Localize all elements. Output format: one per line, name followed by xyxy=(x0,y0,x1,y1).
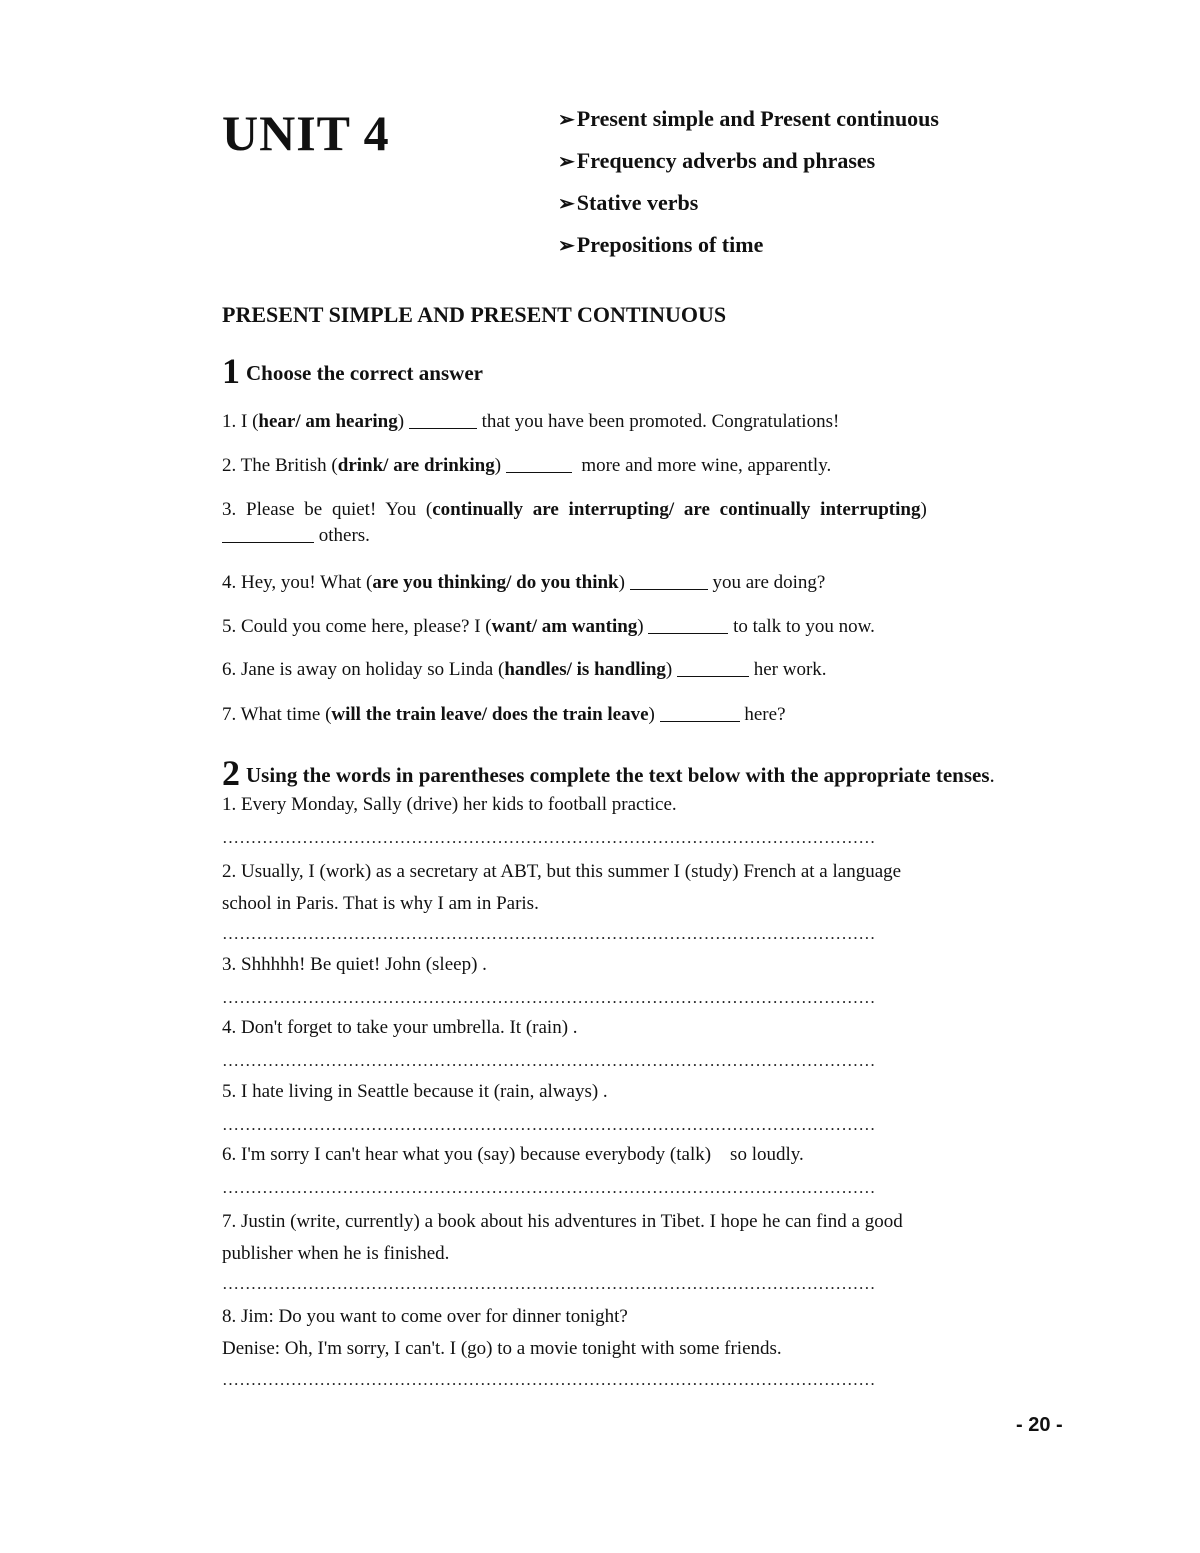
answer-blank[interactable] xyxy=(630,571,708,590)
exercise-1-question: 2. The British (drink/ are drinking) more and more wine, apparently. xyxy=(222,455,832,476)
exercise-instruction: Using the words in parentheses complete the text below with the appropriate tenses xyxy=(246,763,990,787)
answer-blank[interactable] xyxy=(222,524,314,543)
exercise-2-heading: 2 Using the words in parentheses complete the text below with the appropriate tenses. xyxy=(222,753,995,793)
topic-item: ➢Prepositions of time xyxy=(558,232,764,257)
answer-dotted-line[interactable]: …………………………………………………………………………………………………… xyxy=(222,828,876,847)
answer-dotted-line[interactable]: …………………………………………………………………………………………………… xyxy=(222,1274,876,1293)
exercise-2-question: 4. Don't forget to take your umbrella. It (rain) . xyxy=(222,1017,578,1038)
exercise-1-question: 1. I (hear/ am hearing) that you have been promoted. Congratulations! xyxy=(222,411,840,432)
answer-blank[interactable] xyxy=(677,658,749,677)
exercise-1-question: 7. What time (will the train leave/ does the train leave) here? xyxy=(222,704,786,725)
arrow-bullet-icon: ➢ xyxy=(558,193,575,215)
answer-blank[interactable] xyxy=(506,454,572,473)
exercise-1-question: 4. Hey, you! What (are you thinking/ do you think) you are doing? xyxy=(222,572,826,593)
answer-dotted-line[interactable]: …………………………………………………………………………………………………… xyxy=(222,1370,876,1389)
answer-dotted-line[interactable]: …………………………………………………………………………………………………… xyxy=(222,924,876,943)
arrow-bullet-icon: ➢ xyxy=(558,235,575,257)
exercise-2-question: 3. Shhhhh! Be quiet! John (sleep) . xyxy=(222,954,487,975)
exercise-1-heading xyxy=(222,350,483,392)
topic-item: ➢Stative verbs xyxy=(558,190,699,215)
exercise-2-question: 5. I hate living in Seattle because it (rain, always) . xyxy=(222,1081,608,1102)
page-number: - 20 - xyxy=(1016,1414,1063,1436)
section-heading: PRESENT SIMPLE AND PRESENT CONTINUOUS xyxy=(222,302,727,327)
exercise-2-question: 2. Usually, I (work) as a secretary at ABT, but this summer I (study) French at a language school in Paris. That is why I am in Paris. xyxy=(222,861,902,914)
arrow-bullet-icon: ➢ xyxy=(558,109,575,131)
exercise-instruction: Choose the correct answer xyxy=(246,361,483,385)
exercise-2-question: 1. Every Monday, Sally (drive) her kids to football practice. xyxy=(222,794,677,815)
answer-dotted-line[interactable]: …………………………………………………………………………………………………… xyxy=(222,988,876,1007)
topic-item: ➢Frequency adverbs and phrases xyxy=(558,148,876,173)
exercise-2-question: 8. Jim: Do you want to come over for dinner tonight? Denise: Oh, I'm sorry, I can't. I (go) to a movie tonight with some friends. xyxy=(222,1306,782,1359)
answer-dotted-line[interactable]: …………………………………………………………………………………………………… xyxy=(222,1178,876,1197)
answer-blank[interactable] xyxy=(648,615,728,634)
exercise-1-question: 5. Could you come here, please? I (want/ am wanting) to talk to you now. xyxy=(222,616,875,637)
answer-blank[interactable] xyxy=(660,703,740,722)
unit-title: UNIT 4 xyxy=(222,105,390,161)
exercise-1-question: 3. Please be quiet! You (continually are interrupting/ are continually interrupting) others. xyxy=(222,499,927,546)
arrow-bullet-icon: ➢ xyxy=(558,151,575,173)
topic-item: ➢Present simple and Present continuous xyxy=(558,106,939,131)
answer-blank[interactable] xyxy=(409,410,477,429)
topic-list xyxy=(558,104,939,272)
answer-dotted-line[interactable]: …………………………………………………………………………………………………… xyxy=(222,1051,876,1070)
exercise-1-question: 6. Jane is away on holiday so Linda (handles/ is handling) her work. xyxy=(222,659,827,680)
exercise-number: 2 xyxy=(222,753,240,793)
exercise-number: 1 xyxy=(222,351,240,391)
answer-dotted-line[interactable]: …………………………………………………………………………………………………… xyxy=(222,1115,876,1134)
exercise-2-question: 6. I'm sorry I can't hear what you (say) because everybody (talk) so loudly. xyxy=(222,1144,804,1165)
exercise-2-question: 7. Justin (write, currently) a book about his adventures in Tibet. I hope he can find a good publisher when he is finished. xyxy=(222,1211,903,1264)
